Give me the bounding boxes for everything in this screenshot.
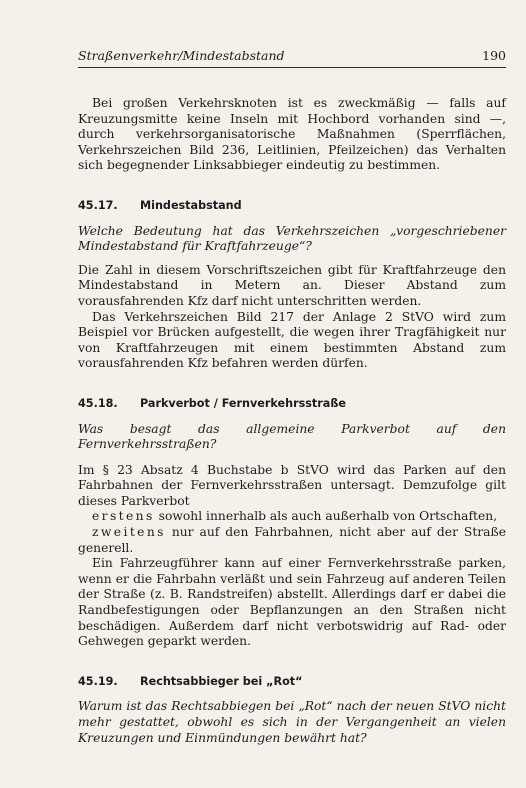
question: Warum ist das Rechtsabbiegen bei „Rot“ nach der neuen StVO nicht mehr gestattet, obwohl es sich in der Vergangenheit an vielen Kreuzungen und Einmündungen bewährt hat? <box>78 699 506 745</box>
question: Welche Bedeutung hat das Verkehrszeichen „vorgeschriebener Mindestabstand für Kraftfahrzeuge“? <box>78 223 506 254</box>
running-header <box>78 48 506 68</box>
running-title: Straßenverkehr/Mindestabstand <box>78 48 285 63</box>
answer-paragraph: Die Zahl in diesem Vorschriftszeichen gibt für Kraftfahrzeuge den Mindestabstand in Metern an. Dieser Abstand zum vorausfahrenden Kfz darf nicht unterschritten werden. <box>78 262 506 308</box>
question: Was besagt das allgemeine Parkverbot auf den Fernverkehrsstraßen? <box>78 421 506 452</box>
section-title: Parkverbot / Fernverkehrsstraße <box>140 396 346 410</box>
section-heading-45-17 <box>78 198 506 214</box>
enum-text: nur auf den Fahrbahnen, nicht aber auf der Straße generell. <box>78 525 506 555</box>
section-number: 45.17. <box>78 198 118 212</box>
intro-paragraph: Bei großen Verkehrsknoten ist es zweckmäßig — falls auf Kreuzungsmitte keine Inseln mit Hochbord vorhanden sind —, durch verkehrsorganisatorische Maßnahmen (Sperrflächen, Verkehrszeichen Bild 236, Leitlinien, Pfeilzeichen) das Verhalten sich begegnender Linksabbieger eindeutig zu bestimmen. <box>78 96 506 173</box>
enumeration-second <box>78 525 506 556</box>
section-title: Mindestabstand <box>140 198 242 212</box>
section-heading-45-19 <box>78 674 506 690</box>
answer-paragraph: Ein Fahrzeugführer kann auf einer Fernverkehrsstraße parken, wenn er die Fahrbahn verläßt und sein Fahrzeug auf anderen Teilen der Straße (z. B. Randstreifen) abstellt. Allerdings darf er dabei die Randbefestigungen oder Bepflanzungen an den Straßen nicht beschädigen. Außerdem darf nicht verbotswidrig auf Rad- oder Gehwegen geparkt werden. <box>78 556 506 649</box>
page-number: 190 <box>482 48 506 63</box>
enum-text: sowohl innerhalb als auch außerhalb von Ortschaften, <box>158 509 498 524</box>
section-number: 45.18. <box>78 396 118 410</box>
section-title: Rechtsabbieger bei „Rot“ <box>140 674 303 688</box>
section-heading-45-18 <box>78 396 506 412</box>
answer-paragraph: Im § 23 Absatz 4 Buchstabe b StVO wird das Parken auf den Fahrbahnen der Fernverkehrsstraßen untersagt. Demzufolge gilt dieses Parkverbot <box>78 462 506 508</box>
enum-word: erstens <box>92 509 155 524</box>
answer-paragraph: Das Verkehrszeichen Bild 217 der Anlage 2 StVO wird zum Beispiel vor Brücken aufgestellt, die wegen ihrer Tragfähigkeit nur von Kraftfahrzeugen mit einem bestimmten Abstand zum vorausfahrenden Kfz befahren werden dürfen. <box>78 309 506 371</box>
page-body <box>78 96 506 746</box>
section-number: 45.19. <box>78 674 118 688</box>
enum-word: zweitens <box>92 525 166 540</box>
enumeration-first <box>78 509 506 525</box>
